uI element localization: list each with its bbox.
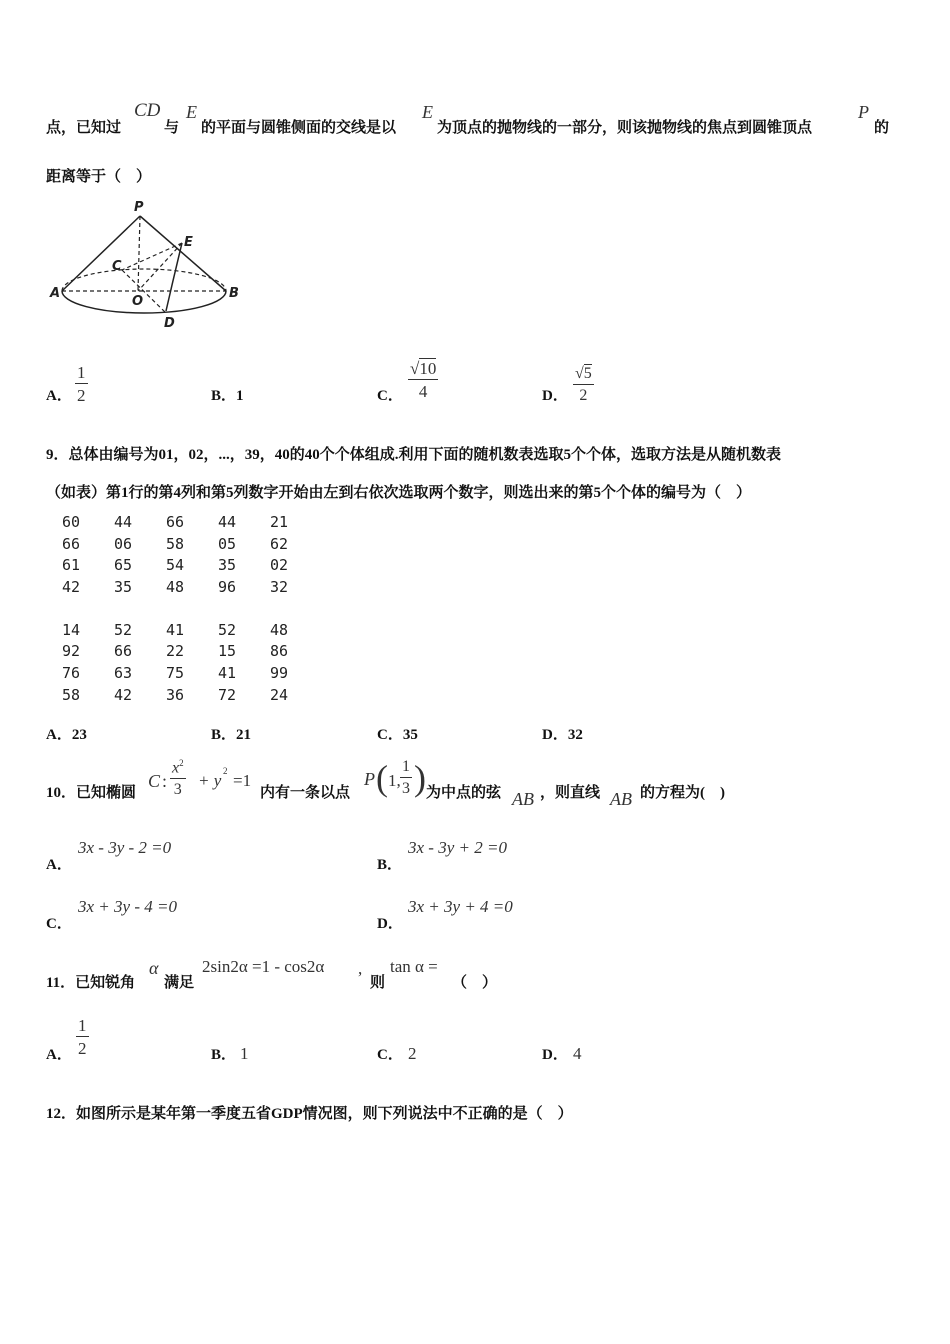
table-cell: 58 xyxy=(62,685,81,704)
table-cell: 72 xyxy=(218,685,237,704)
q8-var-e1: E xyxy=(186,102,197,122)
table-cell: 41 xyxy=(166,620,185,639)
q8-option-d-den: 2 xyxy=(579,387,588,404)
table-cell: 92 xyxy=(62,642,81,661)
q8-option-d-num xyxy=(573,366,594,385)
axis-po xyxy=(138,216,140,291)
q10-var-ab1: AB xyxy=(512,789,534,809)
q8-var-p: P xyxy=(858,102,869,122)
table-cell: 66 xyxy=(114,642,133,661)
q8-text-2: 与 xyxy=(164,120,180,136)
table-cell: 75 xyxy=(166,664,185,683)
q11-option-d-label[interactable]: D． xyxy=(542,1047,568,1063)
q10-colon: : xyxy=(162,771,168,791)
q11-text-2: 满足 xyxy=(164,975,195,991)
q10-den-3: 3 xyxy=(173,781,182,799)
table-row xyxy=(62,642,322,664)
table-row xyxy=(62,556,322,578)
table-cell: 02 xyxy=(270,556,289,575)
table-cell: 96 xyxy=(218,577,237,596)
q8-var-e2: E xyxy=(422,102,433,122)
q8-option-d-radicand: 5 xyxy=(583,365,592,382)
q10-var-c: C xyxy=(148,771,161,791)
table-cell: 42 xyxy=(114,685,133,704)
q8-option-c-fraction xyxy=(408,360,438,400)
q8-option-c-num xyxy=(408,360,438,380)
q10-option-a-expr: 3x - 3y - 2 =0 xyxy=(78,838,172,857)
q10-text-5: 的方程为( ) xyxy=(640,785,725,801)
q11-var-alpha: α xyxy=(149,958,159,978)
q9-line1: 9．总体由编号为01，02，...，39，40的40个个体组成.利用下面的随机数表选取5个个体，选取方法是从随机数表 xyxy=(46,447,782,463)
q8-option-b[interactable]: B．1 xyxy=(211,388,244,404)
q11-option-d-value: 4 xyxy=(573,1044,582,1063)
q8-text-4: 为顶点的抛物线的一部分，则该抛物线的焦点到圆锥顶点 xyxy=(437,120,813,136)
table-cell: 54 xyxy=(166,556,185,575)
table-cell: 63 xyxy=(114,664,133,683)
table-cell: 32 xyxy=(270,577,289,596)
q10-option-c-expr: 3x + 3y - 4 =0 xyxy=(78,897,177,916)
q10-x-exp: 2 xyxy=(179,758,184,768)
random-table-top-block xyxy=(62,513,322,599)
parabola-curve xyxy=(166,243,182,311)
label-o: O xyxy=(132,294,144,309)
segment-eo xyxy=(138,243,182,291)
q10-stem xyxy=(46,755,926,810)
q12-line1: 12．如图所示是某年第一季度五省GDP情况图，则下列说法中不正确的是（ ） xyxy=(46,1106,573,1122)
table-row xyxy=(62,664,322,686)
q11-option-a-num: 1 xyxy=(78,1016,87,1035)
q11-option-b-value: 1 xyxy=(240,1044,249,1063)
q8-option-d-label[interactable]: D． xyxy=(542,388,568,404)
label-d: D xyxy=(164,316,175,331)
q10-text-4: ，则直线 xyxy=(540,785,601,801)
table-cell: 52 xyxy=(218,620,237,639)
table-cell: 15 xyxy=(218,642,237,661)
q10-x2-over-3 xyxy=(170,759,186,798)
q9-line2: （如表）第1行的第4列和第5列数字开始由左到右依次选取两个数字，则选出来的第5个个体的编号为（ ） xyxy=(46,485,752,501)
table-cell: 76 xyxy=(62,664,81,683)
q10-p-one: 1, xyxy=(388,771,401,790)
q11-stem xyxy=(46,955,926,995)
q10-p-num: 1 xyxy=(400,759,412,778)
q11-option-a-label[interactable]: A． xyxy=(46,1047,72,1063)
generatrix-pb xyxy=(140,216,226,291)
q8-option-c-radicand: 10 xyxy=(419,359,437,378)
q10-text-3: 为中点的弦 xyxy=(426,785,502,801)
q8-option-a-den: 2 xyxy=(77,386,86,405)
q10-option-b-label[interactable]: B． xyxy=(377,857,403,873)
table-cell: 52 xyxy=(114,620,133,639)
table-cell: 60 xyxy=(62,513,81,531)
table-cell: 35 xyxy=(218,556,237,575)
table-cell: 06 xyxy=(114,534,133,553)
q10-paren-left: ( xyxy=(376,758,388,798)
table-cell: 41 xyxy=(218,664,237,683)
q8-option-d-fraction xyxy=(573,366,594,404)
table-cell: 36 xyxy=(166,685,185,704)
q11-equation: 2sin2α =1 - cos2α xyxy=(202,957,325,976)
q11-text-3: 则 xyxy=(370,975,386,991)
table-cell: 99 xyxy=(270,664,289,683)
q10-eq1: =1 xyxy=(233,771,252,790)
label-b: B xyxy=(229,286,239,301)
base-front-arc xyxy=(62,291,226,313)
q10-var-ab2: AB xyxy=(610,789,632,809)
table-cell: 62 xyxy=(270,534,289,553)
sqrt-icon: √ xyxy=(575,365,584,382)
label-a: A xyxy=(50,286,61,301)
q10-text-2: 内有一条以点 xyxy=(260,785,351,801)
q10-var-p: P xyxy=(364,769,375,789)
q10-paren-right: ) xyxy=(414,758,426,798)
random-table-bottom-block xyxy=(62,621,322,707)
table-row xyxy=(62,686,322,708)
table-cell: 14 xyxy=(62,620,81,639)
table-cell: 61 xyxy=(62,556,81,575)
q11-text-4: （ ） xyxy=(452,975,498,991)
table-cell: 35 xyxy=(114,577,133,596)
table-cell: 24 xyxy=(270,685,289,704)
q10-option-d-label[interactable]: D． xyxy=(377,916,403,932)
q10-option-a-label[interactable]: A． xyxy=(46,857,72,873)
q11-option-a-den: 2 xyxy=(78,1039,87,1058)
table-cell: 65 xyxy=(114,556,133,575)
table-cell: 66 xyxy=(62,534,81,553)
table-cell: 21 xyxy=(270,513,289,531)
q9-option-d[interactable]: D．32 xyxy=(542,727,583,743)
q9-option-b[interactable]: B．21 xyxy=(211,727,252,743)
segment-ec xyxy=(122,243,182,270)
q8-option-a-num: 1 xyxy=(77,363,86,382)
table-cell: 05 xyxy=(218,534,237,553)
q11-option-b-label[interactable]: B． xyxy=(211,1047,237,1063)
q9-option-a[interactable]: A．23 xyxy=(46,727,87,743)
q10-y-exp: 2 xyxy=(223,766,228,776)
q8-line1 xyxy=(46,100,906,140)
table-cell: 48 xyxy=(270,620,289,639)
table-cell: 22 xyxy=(166,642,185,661)
q8-option-c-den: 4 xyxy=(418,382,428,401)
q8-line2: 距离等于（ ） xyxy=(46,169,152,185)
q8-option-c-label[interactable]: C． xyxy=(377,388,403,404)
cone-figure xyxy=(46,196,246,336)
table-cell: 44 xyxy=(218,513,237,531)
q11-comma: , xyxy=(358,959,363,978)
table-row xyxy=(62,621,322,643)
q10-p-fraction xyxy=(400,759,412,797)
q10-plus-y: + y xyxy=(198,771,222,790)
q10-option-c-label[interactable]: C． xyxy=(46,916,72,932)
table-row xyxy=(62,513,322,535)
q8-var-cd: CD xyxy=(134,100,161,121)
table-cell: 44 xyxy=(114,513,133,531)
q11-tan-alpha: tan α = xyxy=(390,957,438,976)
q8-option-a-label[interactable]: A． xyxy=(46,388,72,404)
q9-option-c[interactable]: C．35 xyxy=(377,727,418,743)
table-row xyxy=(62,535,322,557)
q11-text-1: 11．已知锐角 xyxy=(46,975,136,991)
q8-text-1: 点，已知过 xyxy=(46,120,122,136)
q10-text-1: 10．已知椭圆 xyxy=(46,785,137,801)
table-cell: 66 xyxy=(166,513,185,531)
table-cell: 86 xyxy=(270,642,289,661)
table-cell: 58 xyxy=(166,534,185,553)
q10-p-den: 3 xyxy=(402,780,410,797)
random-number-table xyxy=(62,513,322,707)
table-row xyxy=(62,578,322,600)
table-cell: 42 xyxy=(62,577,81,596)
q10-x: x xyxy=(172,759,180,777)
sqrt-icon: √ xyxy=(410,359,420,378)
q11-option-a-fraction xyxy=(76,1017,89,1057)
q10-option-b-expr: 3x - 3y + 2 =0 xyxy=(408,838,507,857)
table-cell: 48 xyxy=(166,577,185,596)
label-e: E xyxy=(184,235,193,250)
q11-option-c-label[interactable]: C． xyxy=(377,1047,403,1063)
q8-option-a-fraction xyxy=(75,364,88,404)
q8-text-3: 的平面与圆锥侧面的交线是以 xyxy=(201,120,397,136)
base-back-arc xyxy=(62,269,226,291)
q10-option-d-expr: 3x + 3y + 4 =0 xyxy=(408,897,513,916)
label-p: P xyxy=(134,200,144,215)
q8-text-5: 的 xyxy=(874,120,890,136)
q11-option-c-value: 2 xyxy=(408,1044,417,1063)
label-c: C xyxy=(112,259,122,274)
